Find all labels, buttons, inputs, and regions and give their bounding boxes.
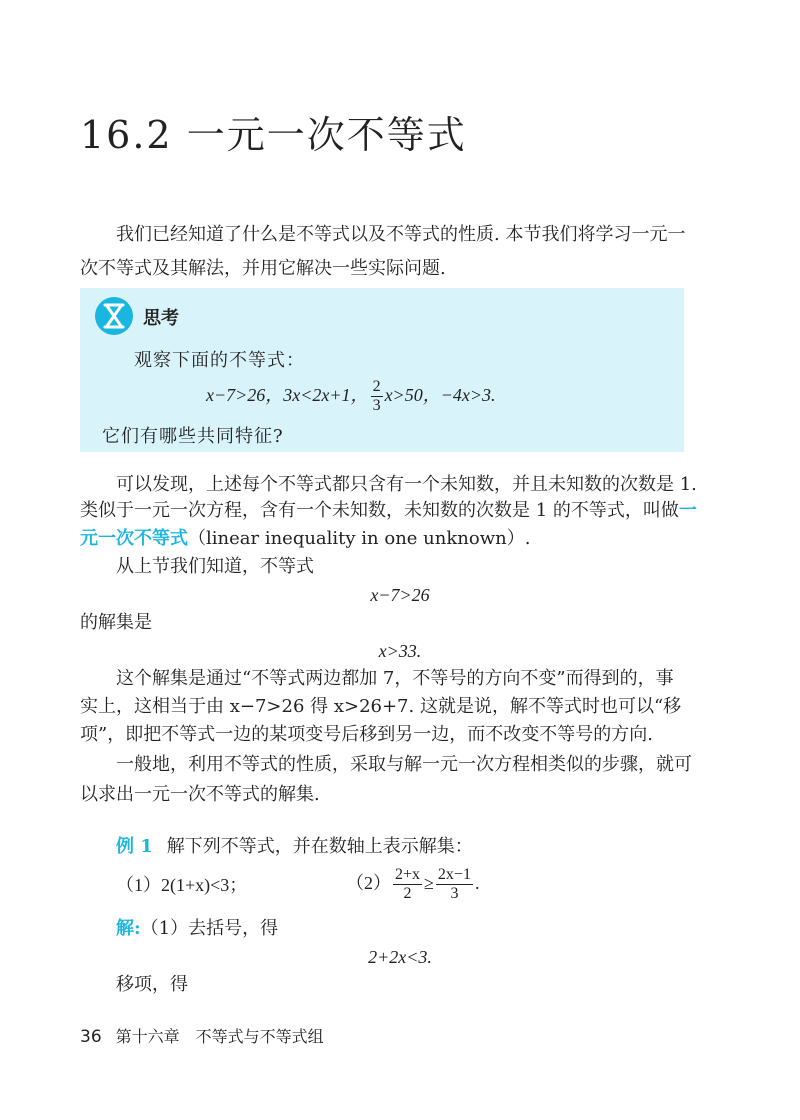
body-eq2: x>33. [378,641,422,661]
solution-step2: 移项，得 [116,974,188,995]
section-title: 16.2 一元一次不等式 [80,113,467,157]
example-q1: （1）2(1+x)<3； [116,875,248,895]
example-q2-den2: 3 [450,885,459,903]
think-question: 它们有哪些共同特征? [102,426,284,447]
solution-step1: （1）去括号，得 [140,918,279,939]
body-p1-line2-text: 类似于一元一次方程，含有一个未知数，未知数的次数是 1 的不等式，叫做 [80,500,679,521]
body-p1-line1: 可以发现，上述每个不等式都只含有一个未知数，并且未知数的次数是 1. [116,474,697,495]
term-english: （linear inequality in one unknown）. [188,528,531,549]
example-q2-den1: 2 [403,885,412,903]
example-q2-prefix: （2） [346,873,391,893]
example-q2-num1: 2+x [395,866,421,884]
example-q2-num2: 2x−1 [437,866,471,884]
example-q2 [346,858,479,908]
body-p5-line1: 一般地，利用不等式的性质，采取与解一元一次方程相类似的步骤，就可 [116,754,692,775]
body-p4-line1: 这个解集是通过“不等式两边都加 7，不等号的方向不变”而得到的，事 [116,668,674,689]
body-p2: 从上节我们知道，不等式 [116,556,314,577]
think-label: 思考 [143,308,179,329]
body-p4-line2: 实上，这相当于由 x−7>26 得 x>26+7. 这就是说，解不等式时也可以“移 [80,696,682,717]
example-q2-frac2 [436,866,473,903]
example-q2-end: . [474,873,480,893]
body-eq1: x−7>26 [370,585,430,605]
solution-label: 解: [116,918,141,939]
think-frac-den: 3 [372,397,381,415]
chapter-title: 第十六章 不等式与不等式组 [115,1027,324,1046]
think-prompt: 观察下面的不等式： [134,350,305,371]
think-fraction [371,378,383,415]
think-ineq-b: x>50，−4x>3. [384,385,496,405]
think-frac-num: 2 [372,378,381,396]
page-number: 36 [80,1027,102,1047]
intro-line-1: 我们已经知道了什么是不等式以及不等式的性质. 本节我们将学习一元一 [116,224,686,245]
intro-line-2: 次不等式及其解法，并用它解决一些实际问题. [80,258,446,279]
example-q2-frac1 [393,866,422,903]
example-label: 例 1 [116,836,153,857]
term-highlight-a: 一 [678,500,697,521]
example-text: 解下列不等式，并在数轴上表示解集： [166,836,473,857]
page-footer [80,1024,324,1047]
example-q2-relation: ≥ [424,873,434,893]
body-p5-line2: 以求出一元一次不等式的解集. [80,784,320,805]
solution-eq1: 2+2x<3. [368,947,432,967]
think-ineq-a: x−7>26，3x<2x+1， [206,385,369,405]
term-highlight-b: 元一次不等式 [80,528,188,549]
body-p4-line3: 项”，即把不等式一边的某项变号后移到另一边，而不改变不等号的方向. [80,724,653,745]
hourglass-icon [94,296,134,336]
body-p3: 的解集是 [80,612,152,633]
think-inequalities [206,372,495,418]
